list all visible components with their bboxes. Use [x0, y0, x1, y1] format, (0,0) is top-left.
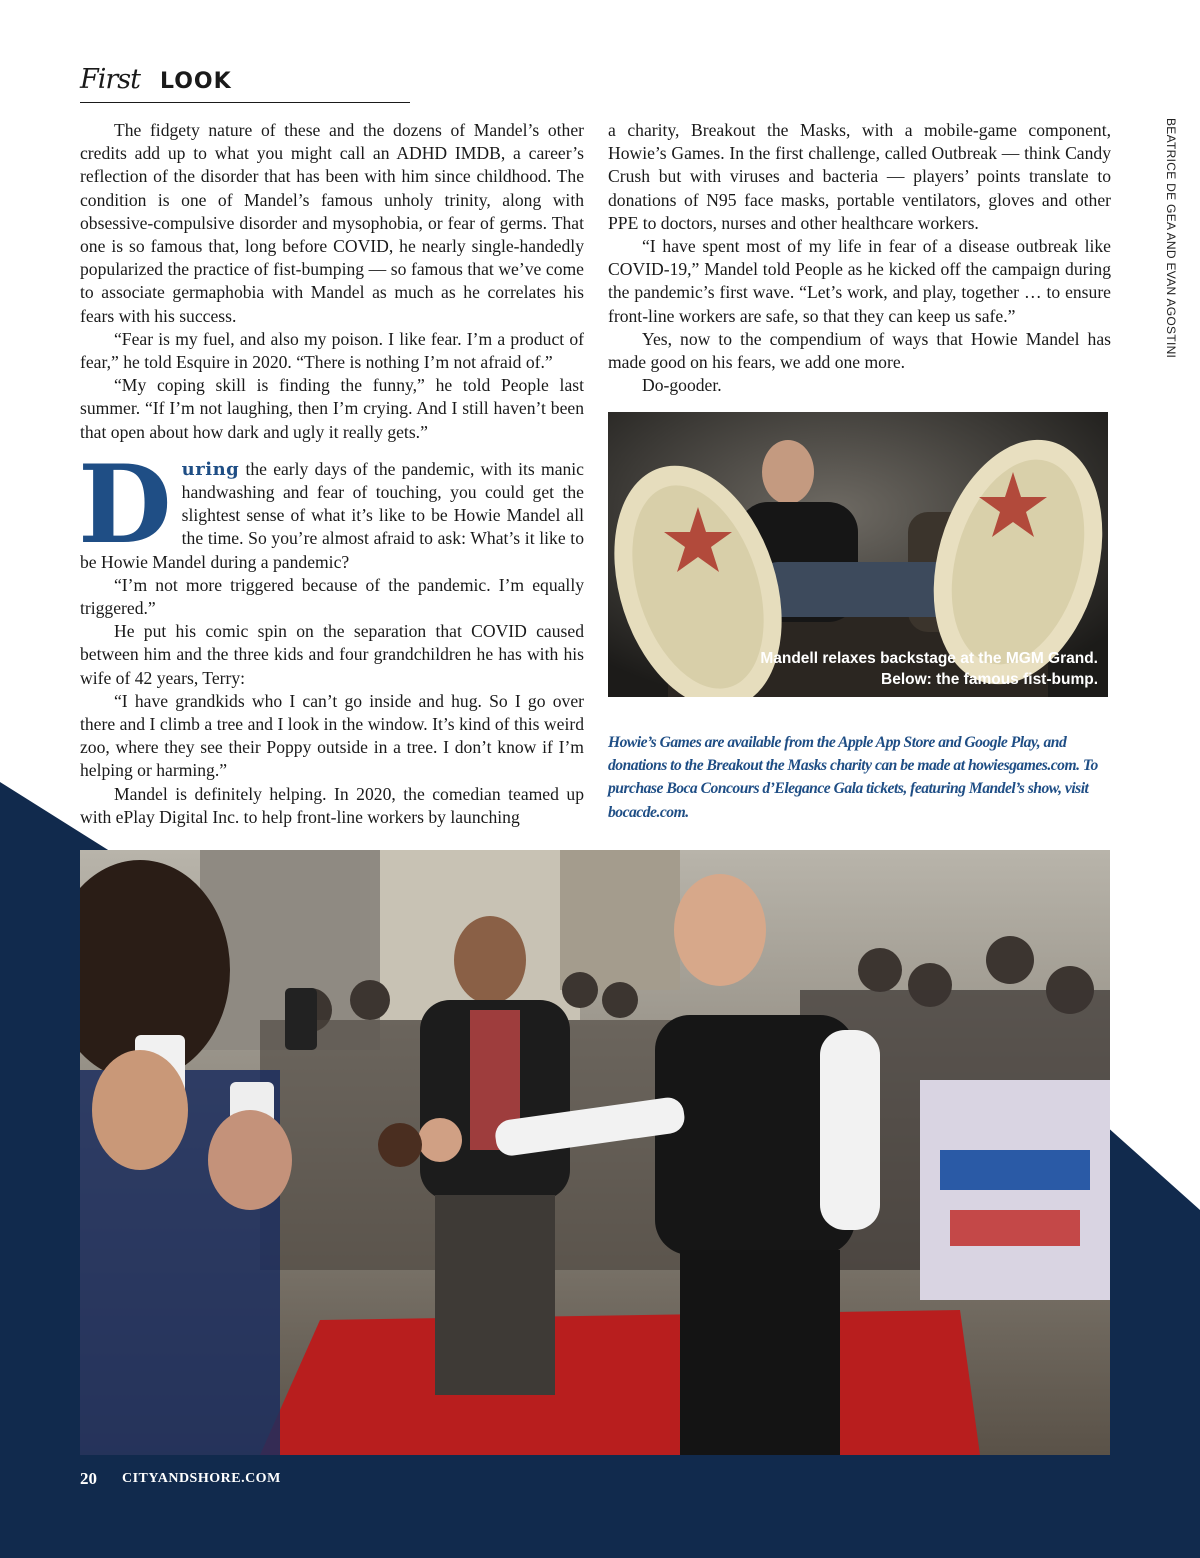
photo-caption [618, 648, 1098, 690]
left-article-column [80, 119, 584, 829]
drop-cap: D [78, 441, 172, 568]
fist-bump-photo-illustration [80, 850, 1110, 1455]
section-script-title: First [80, 64, 140, 95]
page-number: 20 [80, 1469, 97, 1488]
paragraph: a charity, Breakout the Masks, with a mobile-game component, Howie’s Games. In the first challenge, called Outbreak — think Candy Crush but with viruses and bacteria — players’ points translate to donations of N95 face masks, portable ventilators, gloves and other PPE to doctors, nurses and other healthcare workers. [608, 120, 1111, 233]
paragraph: “Fear is my fuel, and also my poison. I like fear. I’m a product of fear,” he told Esquire in 2020. “There is nothing I’m not afraid of.” [80, 328, 584, 373]
paragraph: “I’m not more triggered because of the pandemic. I’m equally triggered.” [80, 574, 584, 619]
lead-word: uring [181, 458, 240, 480]
paragraph: Yes, now to the compendium of ways that Howie Mandel has made good on his fears, we add one more. [608, 328, 1111, 373]
paragraph: “I have grandkids who I can’t go inside and hug. So I go over there and I climb a tree and I look in the window. It’s kind of this weird zoo, where they see their Poppy outside in a tree. I don’t know if I’m helping or harming.” [80, 690, 584, 781]
section-header [80, 62, 410, 103]
paragraph: He put his comic spin on the separation that COVID caused between him and the three kids and four grandchildren he has with his wife of 42 years, Terry: [80, 621, 584, 688]
right-article-column [608, 119, 1111, 397]
photo-credit-text: BEATRICE DE GEA AND EVAN AGOSTINI [1164, 118, 1178, 359]
backstage-photo [608, 412, 1108, 697]
site-url: CITYANDSHORE.COM [122, 1471, 281, 1486]
photo-credit [1160, 118, 1182, 358]
charity-info-note: Howie’s Games are available from the Apple App Store and Google Play, and donations to the Breakout the Masks charity can be made at howiesgames.com. To purchase Boca Concours d’Elegance Gala tickets, featuring Mandel’s show, visit bocacde.com. [608, 734, 1098, 821]
paragraph: The fidgety nature of these and the dozens of Mandel’s other credits add up to what you might call an ADHD IMDB, a career’s reflection of the disorder that has been with him since childhood. The condition is one of Mandel’s famous unholy trinity, along with obsessive-compulsive disorder and mysophobia, or fear of germs. That one is so famous that, long before COVID, he nearly single-handedly popularized the practice of fist-bumping — so famous that we’ve come to associate germaphobia with Mandel as much as he correlates his fears with his success. [80, 120, 584, 326]
caption-line: Mandell relaxes backstage at the MGM Grand. [760, 650, 1098, 667]
paragraph: “My coping skill is finding the funny,” he told People last summer. “If I’m not laughing, then I’m crying. And I still haven’t been that open about how dark and ugly it really gets.” [80, 375, 584, 442]
drop-cap-paragraph [78, 441, 584, 574]
paragraph: “I have spent most of my life in fear of a disease outbreak like COVID-19,” Mandel told People as he kicked off the campaign during the pandemic’s first wave. “Let’s work, and play, together … to ensure front-line workers are safe, so that they can keep us safe.” [608, 236, 1111, 326]
paragraph-text: the early days of the pandemic, with its manic handwashing and fear of touching, you could get the slightest sense of what it’s like to be Howie Mandel all the time. So you’re almost afraid to ask: What’s it like to be Howie Mandel during a pandemic? [80, 458, 584, 572]
caption-line: Below: the famous fist-bump. [881, 671, 1098, 688]
section-bold-title: LOOK [160, 69, 232, 94]
paragraph: Mandel is definitely helping. In 2020, the comedian teamed up with ePlay Digital Inc. to help front-line workers by launching [80, 783, 584, 827]
paragraph: Do-gooder. [642, 375, 722, 396]
fist-bump-photo [80, 850, 1110, 1455]
